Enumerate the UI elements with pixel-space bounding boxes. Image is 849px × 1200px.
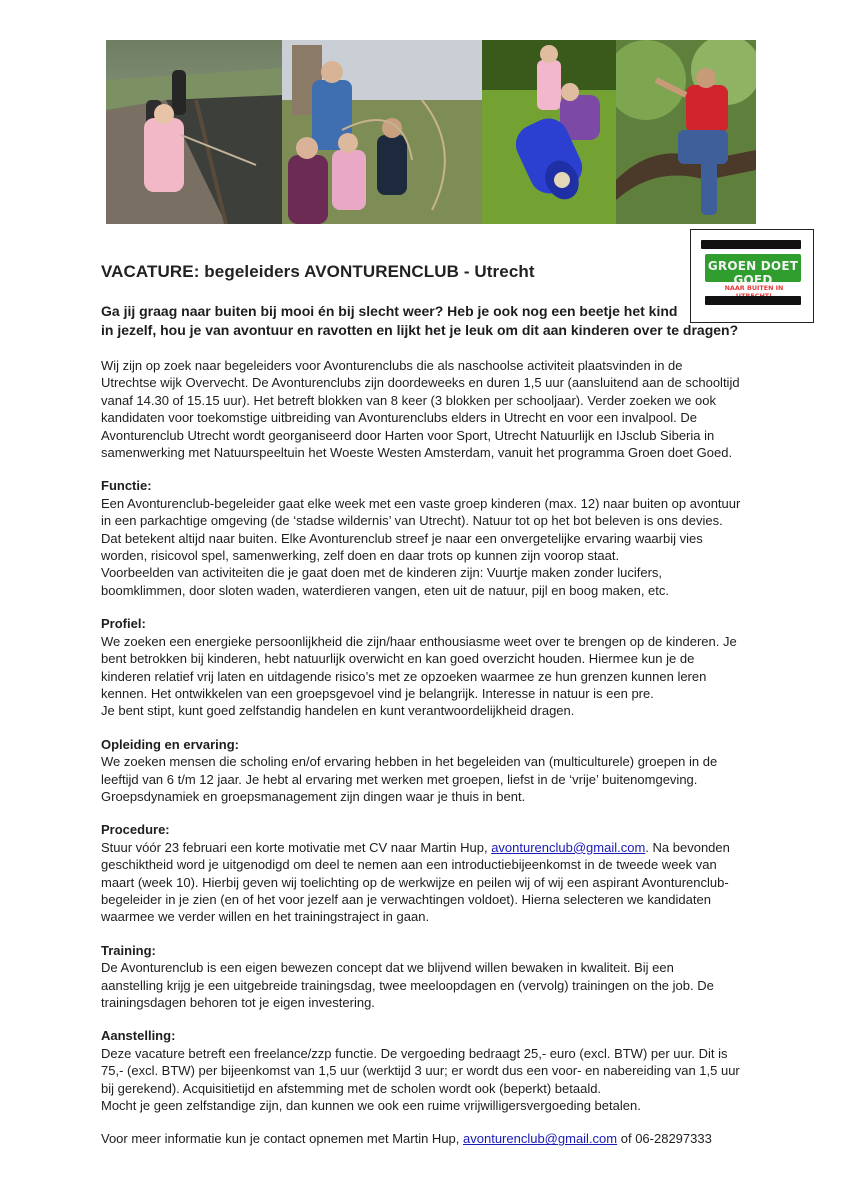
profiel-section [101,615,751,719]
text-line: waarmee we verder willen en het trainingstraject in gaan. [101,909,430,925]
section-heading-aanstelling: Aanstelling: [101,1028,176,1044]
intro-line: in jezelf, hou je van avontuur en ravotten en lijkt het je leuk om dit aan kinderen over te dragen? [101,322,739,338]
aanstelling-section [101,1027,751,1114]
photo-fishing-canal-illustration [106,40,282,224]
text-line: Wij zijn op zoek naar begeleiders voor Avonturenclubs die als naschoolse activiteit plaatsvinden in de [101,358,683,373]
text-line: Utrechtse wijk Overvecht. De Avonturenclubs zijn doordeweeks en duren 1,5 uur (aansluitend aan de schooltijd [101,375,740,391]
text-line: De Avonturenclub is een eigen bewezen concept dat we blijvend willen bewaken in kwaliteit. Bij een [101,960,674,976]
text-line: Je bent stipt, kunt goed zelfstandig handelen en kunt verantwoordelijkheid dragen. [101,703,575,719]
contact-email-link[interactable]: avonturenclub@gmail.com [463,1131,618,1147]
logo-top-bar [701,240,801,249]
photo-barrel-play-illustration [482,40,616,224]
intro-question [101,302,746,340]
text-line: Voorbeelden van activiteiten die je gaat doen met de kinderen zijn: Vuurtje maken zonder lucifers, [101,565,663,581]
text-line: We zoeken mensen die scholing en/of ervaring hebben in het begeleiden van (multiculturele) groepen in de [101,754,718,770]
text-line: vanaf 14.30 of 15.15 uur). Het betreft blokken van 8 keer (3 blokken per schooljaar). Verder zoeken we ook [101,392,716,408]
photo-tree-climbing [616,40,756,224]
text-line: Dat betekent altijd naar buiten. Elke Avonturenclub streef je naar een onvergetelijke ervaring waarbij vies [101,530,703,546]
opleiding-section [101,736,751,806]
procedure-section [101,821,751,925]
text-line: Mocht je geen zelfstandige zijn, dan kunnen we ook een ruime vrijwilligersvergoeding betalen. [101,1098,641,1114]
intro-line: Ga jij graag naar buiten bij mooi én bij slecht weer? Heb je ook nog een beetje het kind [101,303,678,319]
section-heading-opleiding: Opleiding en ervaring: [101,736,239,752]
header-photo-strip [106,40,756,224]
text-line: kennen. Het ontwikkelen van een groepsgevoel vind je belangrijk. Interesse in natuur is een pre. [101,685,654,701]
section-heading-procedure: Procedure: [101,822,170,838]
logo-title: GROEN DOET GOED [707,259,799,287]
logo-subtitle: NAAR BUITEN IN [724,284,784,292]
text-line: kandidaten voor toekomstige uitbreiding van Avonturenclubs elders in Utrecht en voor een invalpool. De [101,410,697,426]
text-line: We zoeken een energieke persoonlijkheid die zijn/haar enthousiasme weet over te brengen op de kinderen. Je [101,633,737,649]
text-line: geschiktheid word je uitgenodigd om deel te nemen aan een introductiebijeenkomst in de tweede week van [101,857,717,873]
photo-bow-and-arrow [282,40,482,224]
photo-fishing-canal [106,40,282,224]
photo-bow-and-arrow-illustration [282,40,482,224]
photo-tree-climbing-illustration [616,40,756,224]
text-line: samenwerking met Natuurspeeltuin het Woeste Westen Amsterdam, vanuit het programma Groen doet Goed. [101,445,733,461]
text-line: Stuur vóór 23 februari een korte motivatie met CV naar Martin Hup, [101,839,492,855]
text-line: aanstelling krijg je een uitgebreide trainingsdag, twee meeloopdagen en (vervolg) trainingen on the job. De [101,977,714,993]
text-line: begeleider in je zien (en of het voor jezelf aan je verwachtingen voldoet). Hierna selecteren we kandidaten [101,891,711,907]
text-line: Avonturenclub Utrecht wordt georganiseerd door Harten voor Sport, Utrecht Natuurlijk en IJsclub Siberia in [101,427,715,443]
text-line: Voor meer informatie kun je contact opnemen met Martin Hup, [101,1131,464,1147]
functie-section [101,477,751,599]
text-line: bij gerekend). Acquisitietijd en afstemming met de scholen wordt ook (beperkt) betaald. [101,1080,602,1096]
text-line: bent betrokken bij kinderen, hebt natuurlijk overwicht en kan goed overzicht houden. Hiermee kun je de [101,651,695,667]
text-line: boomklimmen, door sloten waden, waterdieren vangen, eten uit de natuur, pijl en boog maken, etc. [101,582,670,598]
text-line: . Na bevonden [645,839,730,855]
contact-line [101,1130,751,1147]
photo-barrel-play [482,40,616,224]
text-line: Een Avonturenclub-begeleider gaat elke week met een vaste groep kinderen (max. 12) naar buiten op avontuur [101,495,741,511]
text-line: maart (week 10). Hierbij geven wij toelichting op de werkwijze en peilen wij of wij een aspirant Avonturenclub- [101,874,729,890]
text-line: Deze vacature betreft een freelance/zzp functie. De vergoeding bedraagt 25,- euro (excl. BTW) per uur. Dit is [101,1045,728,1061]
text-line: in een parkachtige omgeving (de ‘stadse wildernis’ van Utrecht). Natuur tot op het bot beleven is ons devies. [101,513,723,529]
section-heading-training: Training: [101,942,156,958]
section-heading-profiel: Profiel: [101,616,146,632]
procedure-email-link[interactable]: avonturenclub@gmail.com [491,839,646,855]
training-section [101,942,751,1012]
vacancy-document [101,262,751,1148]
opening-paragraph [101,357,751,461]
text-line: Groepsdynamiek en groepsmanagement zijn dingen waar je thuis in bent. [101,788,526,804]
text-line: leeftijd van 6 t/m 12 jaar. Je hebt al ervaring met werken met groepen, liefst in de ‘vrije’ buitenomgeving. [101,771,698,787]
phone-number: of 06-28297333 [617,1131,712,1147]
text-line: kinderen relatief vrij laten en uitdagende risico’s met ze opzoeken waarmee ze hun grenzen kunnen leren [101,668,707,684]
text-line: 75,- (excl. BTW) per bijeenkomst van 1,5 uur (werktijd 3 uur; er wordt dus een voor- en nabereiding van 1,5 uur [101,1063,740,1079]
text-line: worden, risicovol spel, samenwerking, zelf doen en daar trots op kunnen zijn voorop staat. [101,548,620,564]
page-title: VACATURE: begeleiders AVONTURENCLUB - Utrecht [101,262,535,281]
text-line: trainingsdagen behoren tot je eigen investering. [101,995,375,1010]
section-heading-functie: Functie: [101,478,152,494]
